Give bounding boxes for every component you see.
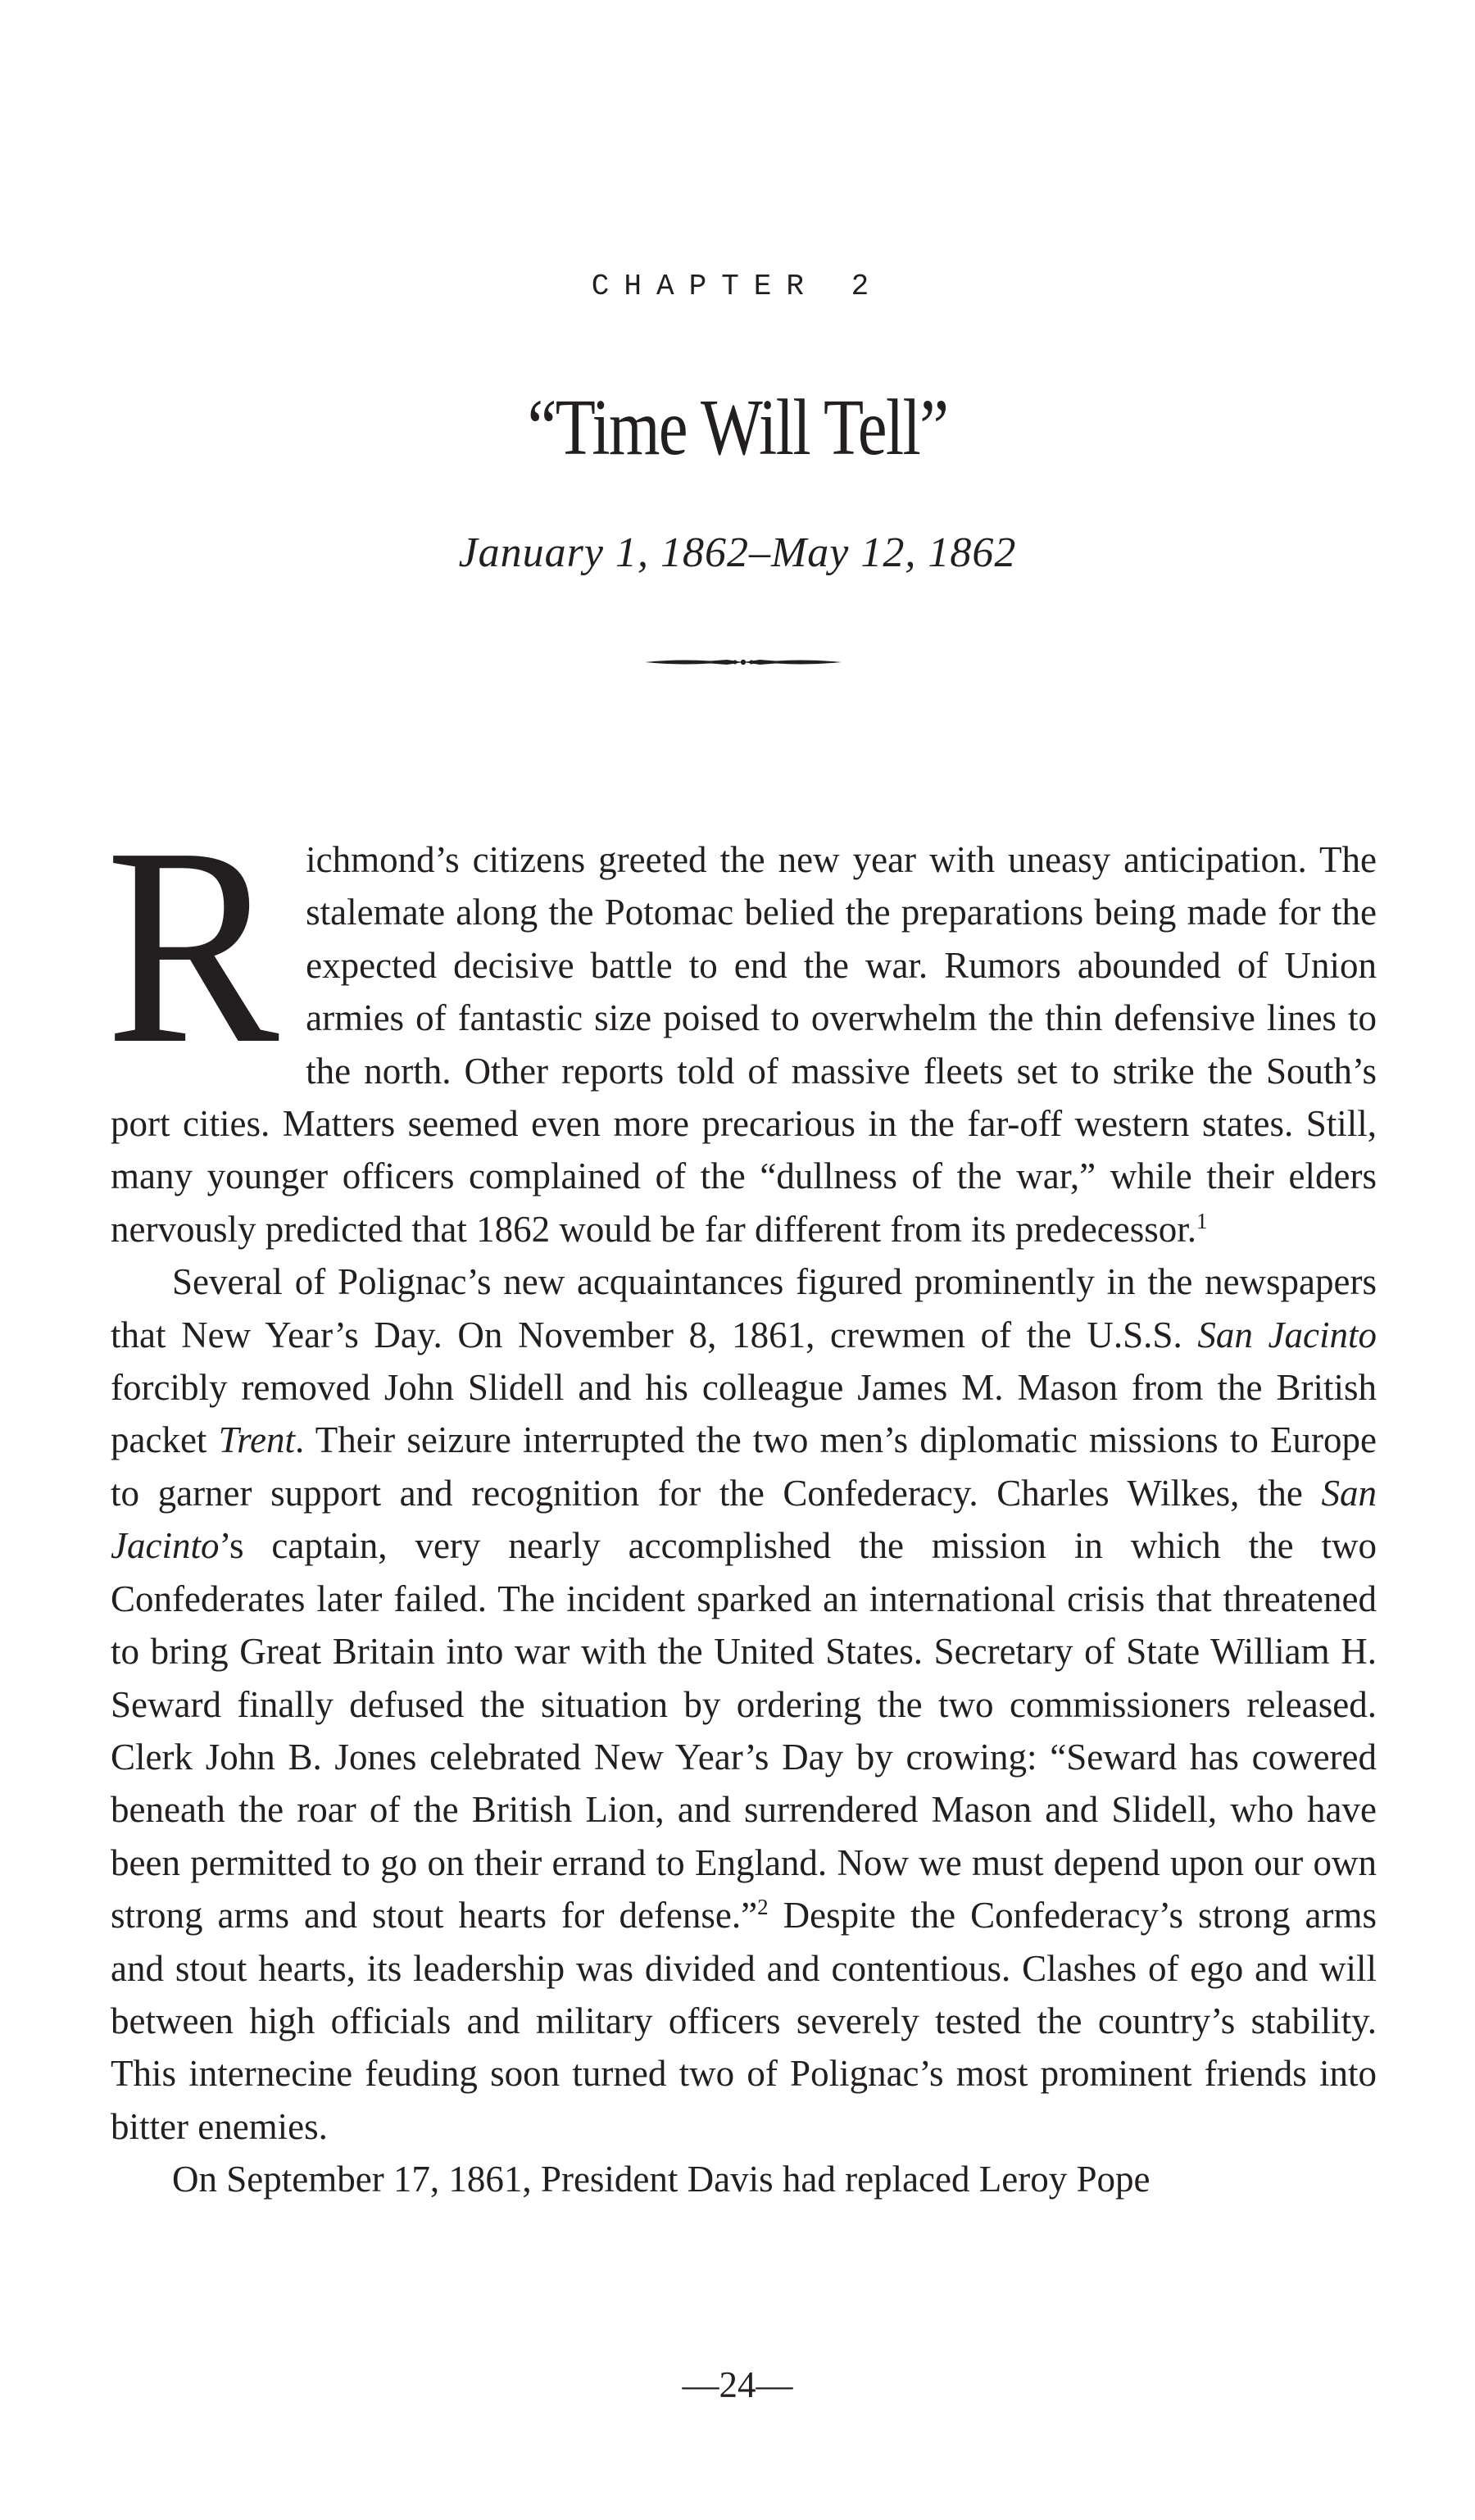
footnote-reference: 1	[1196, 1208, 1208, 1233]
paragraph-text: Despite the Confederacy’s strong arms and stout hearts, its leadership was divided and contentious. Clashes of ego and will between high officials and military officers severely tested the country’s stability. This internecine feuding soon turned two of Polignac’s most prominent friends into bitter enemies.	[111, 1895, 1377, 2147]
drop-cap: R	[106, 789, 279, 1102]
chapter-title: “Time Will Tell”	[527, 384, 948, 472]
ship-name: San Jacinto	[1197, 1314, 1377, 1355]
ornament-divider-icon	[645, 650, 842, 674]
ship-name: Trent	[218, 1419, 296, 1461]
ship-name: San Jacinto	[111, 1472, 1377, 1567]
page-number: —24—	[682, 2364, 793, 2405]
paragraph-text: . Their seizure interrupted the two men’s diplomatic missions to Europe to garner support and recognition for the Confederacy. Charles Wilkes, the	[111, 1419, 1377, 1514]
paragraph-text: forcibly removed John Slidell and his colleague James M. Mason from the British packet	[111, 1367, 1377, 1461]
paragraph-text: ichmond’s citizens greeted the new year with uneasy anticipation. The stalemate along the Potomac belied the preparations being made for the expected decisive battle to end the war. Rumors abounded of Union armies of fantastic size poised to overwhelm the thin defensive lines to the north. Other reports told of massive fleets set to strike the South’s port cities. Matters seemed even more precarious in the far-off western states. Still, many younger officers complained of the “dullness of the war,” while their elders nervously predicted that 1862 would be far different from its predecessor.	[111, 839, 1377, 1250]
paragraph-text: On September 17, 1861, President Davis had replaced Leroy Pope	[172, 2159, 1150, 2200]
chapter-label: CHAPTER 2	[591, 270, 884, 303]
paragraph	[111, 2153, 1377, 2205]
paragraph	[111, 1255, 1377, 2153]
chapter-date-range: January 1, 1862–May 12, 1862	[458, 529, 1017, 576]
paragraph-text: ’s captain, very nearly accomplished the mission in which the two Confederates later failed. The incident sparked an international crisis that threatened to bring Great Britain into war with the United States. Secretary of State William H. Seward finally defused the situation by ordering the two commissioners released. Clerk John B. Jones celebrated New Year’s Day by crowing: “Seward has cowered beneath the roar of the British Lion, and surrendered Mason and Slidell, who have been permitted to go on their errand to England. Now we must depend upon our own strong arms and stout hearts for defense.”	[111, 1525, 1377, 1937]
paragraph-text: Several of Polignac’s new acquaintances figured prominently in the newspapers that New Year’s Day. On November 8, 1861, crewmen of the U.S.S.	[111, 1261, 1377, 1355]
footnote-reference: 2	[757, 1895, 769, 1920]
paragraph	[106, 789, 1377, 1255]
body-text	[106, 789, 1377, 2206]
